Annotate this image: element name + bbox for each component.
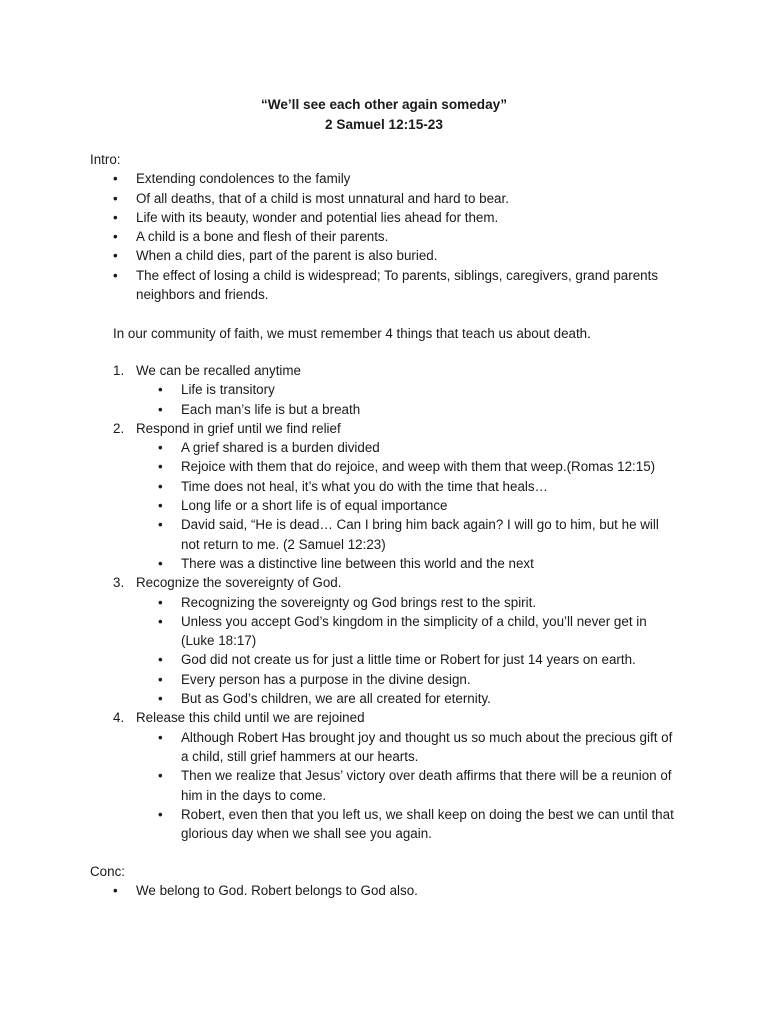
bullet-icon (158, 728, 163, 747)
bullet-icon (158, 593, 163, 612)
intro-section (0, 150, 768, 304)
bullet-icon (158, 670, 163, 689)
point-bullet: • But as God’s children, we are all created for eternity. (0, 689, 677, 708)
bullet-icon (158, 457, 163, 476)
intro-bullet: • Of all deaths, that of a child is most unnatural and hard to bear. (0, 189, 676, 208)
intro-bullet: • When a child dies, part of the parent is also buried. (0, 246, 676, 265)
bullet-icon (113, 208, 118, 227)
document-title (0, 95, 768, 134)
point-bullet: • A grief shared is a burden divided (0, 438, 677, 457)
point-bullet: • Each man’s life is but a breath (0, 400, 677, 419)
point-bullet: • Recognizing the sovereignty og God brings rest to the spirit. (0, 593, 677, 612)
intro-bullet: • The effect of losing a child is widespread; To parents, siblings, caregivers, grand parents neighbors and friends. (0, 266, 676, 305)
point-bullet: • Every person has a purpose in the divine design. (0, 670, 677, 689)
conclusion-bullet: • We belong to God. Robert belongs to God also. (0, 881, 676, 900)
point-heading: 3. Recognize the sovereignty of God. (113, 575, 342, 591)
point-bullet: • Robert, even then that you left us, we shall keep on doing the best we can until that glorious day when we shall see you again. (0, 805, 677, 844)
bullet-icon (113, 227, 118, 246)
point-heading: 4. Release this child until we are rejoined (113, 710, 365, 726)
point-bullet: • There was a distinctive line between this world and the next (0, 554, 677, 573)
bullet-icon (158, 477, 163, 496)
bullet-icon (113, 246, 118, 265)
bullet-icon (158, 766, 163, 785)
bullet-icon (113, 169, 118, 188)
bullet-icon (158, 438, 163, 457)
points-section (0, 361, 768, 843)
point-heading: 2. Respond in grief until we find relief (113, 420, 341, 436)
bullet-icon (113, 189, 118, 208)
bullet-icon (113, 266, 118, 285)
bullet-icon (158, 805, 163, 824)
title-line-1: “We’ll see each other again someday” (260, 97, 508, 112)
point-bullet: • Although Robert Has brought joy and thought us so much about the precious gift of a child, still grief hammers at our hearts. (0, 728, 677, 767)
bullet-icon (158, 554, 163, 573)
bullet-icon (158, 496, 163, 515)
point-bullet: • David said, “He is dead… Can I bring him back again? I will go to him, but he will not return to me. (2 Samuel 12:23) (0, 515, 677, 554)
bullet-icon (158, 650, 163, 669)
point-bullet: • Then we realize that Jesus’ victory over death affirms that there will be a reunion of him in the days to come. (0, 766, 677, 805)
intro-bullet: • Extending condolences to the family (0, 169, 676, 188)
bullet-icon (158, 515, 163, 534)
bullet-icon (158, 612, 163, 631)
community-paragraph-section (0, 324, 768, 343)
point-bullet: • Unless you accept God’s kingdom in the simplicity of a child, you’ll never get in (Luke 18:17) (0, 612, 677, 651)
bullet-icon (158, 689, 163, 708)
point-bullet: • Rejoice with them that do rejoice, and weep with them that weep.(Romas 12:15) (0, 457, 677, 476)
bullet-icon (113, 881, 118, 900)
intro-bullet: • A child is a bone and flesh of their parents. (0, 227, 676, 246)
point-bullet: • Time does not heal, it’s what you do with the time that heals… (0, 477, 677, 496)
conclusion-section (0, 862, 768, 901)
conclusion-label: Conc: (90, 864, 125, 879)
title-line-2: 2 Samuel 12:15-23 (325, 116, 443, 132)
community-paragraph: In our community of faith, we must remember 4 things that teach us about death. (113, 326, 591, 341)
intro-label: Intro: (90, 152, 121, 167)
bullet-icon (158, 400, 163, 419)
intro-bullet: • Life with its beauty, wonder and potential lies ahead for them. (0, 208, 676, 227)
point-bullet: • Long life or a short life is of equal importance (0, 496, 677, 515)
bullet-icon (158, 380, 163, 399)
point-bullet: • God did not create us for just a little time or Robert for just 14 years on earth. (0, 650, 677, 669)
point-bullet: • Life is transitory (0, 380, 677, 399)
point-heading: 1. We can be recalled anytime (113, 363, 301, 378)
